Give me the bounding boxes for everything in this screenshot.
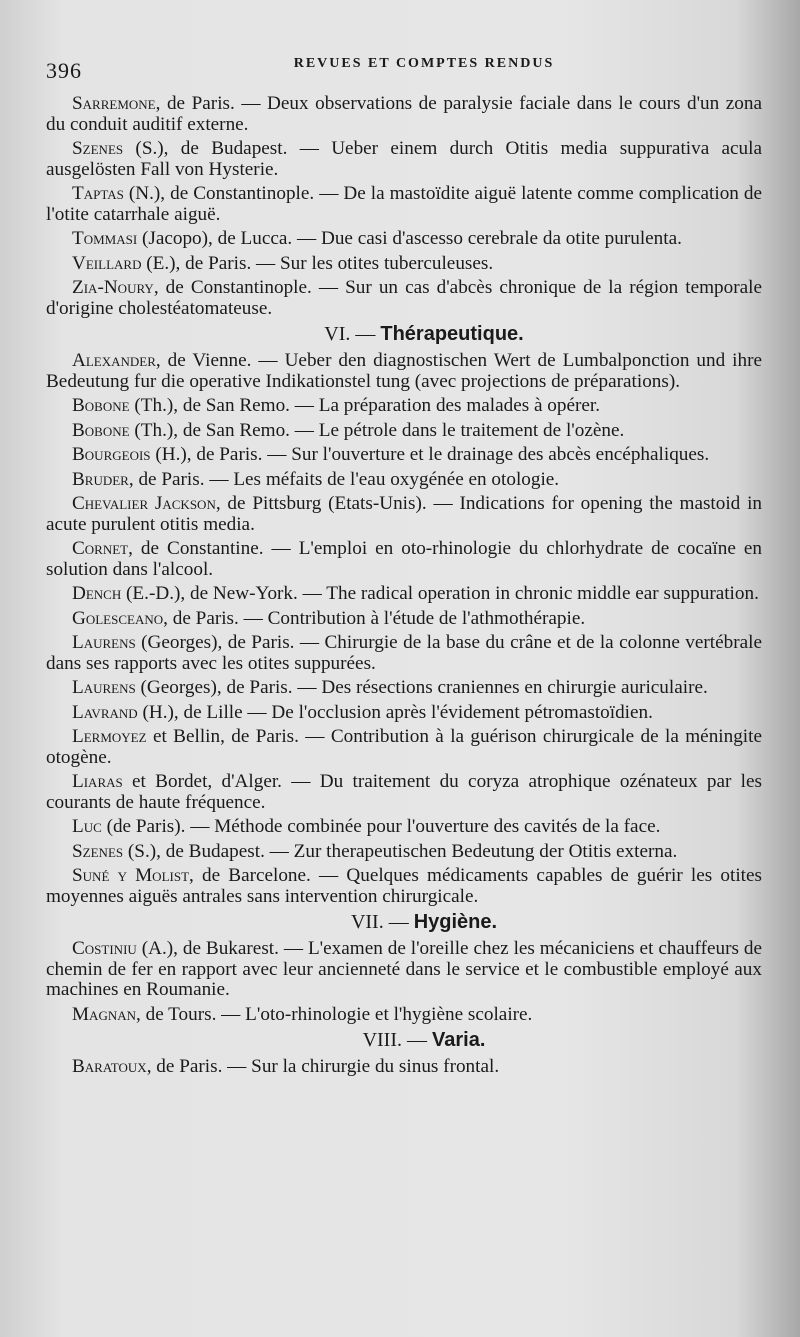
entry-text: , de Paris. — Deux observations de paralysie faciale dans le cours d'un zona du conduit auditif externe. xyxy=(46,93,762,135)
entry-author: Tommasi xyxy=(72,228,138,249)
entry-author: Zia-Noury xyxy=(72,277,154,298)
entry-author: Baratoux xyxy=(72,1056,147,1077)
bibliography-entry xyxy=(46,1005,762,1026)
entry-text: , de Pittsburg (Etats-Unis). — Indications for opening the mastoid in acute purulent otitis media. xyxy=(46,493,762,535)
entry-text: (Th.), de San Remo. — Le pétrole dans le traitement de l'ozène. xyxy=(129,419,625,441)
entry-text: (H.), de Paris. — Sur l'ouverture et le drainage des abcès encéphaliques. xyxy=(150,444,710,465)
entry-text: (de Paris). — Méthode combinée pour l'ouverture des cavités de la face. xyxy=(101,816,661,837)
bibliography-entry xyxy=(46,633,762,674)
bibliography-entry xyxy=(46,94,762,135)
entry-author: Magnan xyxy=(72,1003,137,1025)
entry-author: Dench xyxy=(72,583,122,604)
entry-text: , de Constantinople. — Sur un cas d'abcès chronique de la région temporale d'origine cholestéatomateuse. xyxy=(46,277,762,319)
bibliography-entry xyxy=(46,470,762,491)
entry-author: Taptas xyxy=(72,183,124,204)
section-heading xyxy=(86,1029,762,1051)
entry-author: Lavrand xyxy=(72,701,138,723)
entry-text: (A.), de Bukarest. — L'examen de l'oreille chez les mécaniciens et chauffeurs de chemin de fer en rapport avec leur ancienneté dans le service et le combustible employé aux machines en Roumanie. xyxy=(46,938,762,1000)
entry-author: Lermoyez xyxy=(72,726,147,747)
page-number: 396 xyxy=(46,58,82,83)
entry-author: Szenes xyxy=(72,840,124,862)
section-name: Hygiène. xyxy=(413,911,498,933)
entry-author: Golesceano xyxy=(72,607,164,629)
entry-text: (E.-D.), de New-York. — The radical operation in chronic middle ear suppuration. xyxy=(121,583,759,604)
bibliography-entry xyxy=(46,772,762,813)
entry-author: Laurens xyxy=(72,677,136,698)
entry-author: Alexander xyxy=(72,350,156,371)
entry-text: (S.), de Budapest. — Ueber einem durch Otitis media suppurativa acula ausgelösten Fall von Hysterie. xyxy=(46,138,762,180)
bibliography-entry xyxy=(46,584,762,605)
section-heading xyxy=(86,911,762,933)
bibliography-entry xyxy=(46,184,762,225)
bibliography-entry xyxy=(46,351,762,392)
entry-author: Bobone xyxy=(72,395,130,416)
bibliography-entry xyxy=(46,609,762,630)
running-title: REVUES ET COMPTES RENDUS xyxy=(293,56,555,71)
entry-text: (Jacopo), de Lucca. — Due casi d'ascesso cerebrale da otite purulenta. xyxy=(137,228,682,249)
bibliography-entry xyxy=(46,254,762,275)
entry-text: (Georges), de Paris. — Des résections craniennes en chirurgie auriculaire. xyxy=(135,677,708,698)
entry-author: Cornet xyxy=(72,538,129,559)
section-number: VI. — xyxy=(324,323,376,345)
entry-text: , de Paris. — Sur la chirurgie du sinus frontal. xyxy=(146,1056,500,1077)
entry-author: Bruder xyxy=(72,468,129,490)
entry-text: (Georges), de Paris. — Chirurgie de la base du crâne et de la colonne vertébrale dans ses rapports avec les otites suppurées. xyxy=(46,632,762,674)
entry-text: (Th.), de San Remo. — La préparation des malades à opérer. xyxy=(129,395,601,416)
section-name: Thérapeutique. xyxy=(380,323,524,345)
bibliography-entry xyxy=(46,494,762,535)
entry-text: et Bordet, d'Alger. — Du traitement du coryza atrophique ozénateux par les courants de haute fréquence. xyxy=(46,771,762,813)
section-name: Varia. xyxy=(432,1029,486,1051)
entry-text: , de Vienne. — Ueber den diagnostischen Wert de Lumbalponction und ihre Bedeutung fur die operative Indikationstel tung (avec projections de préparations). xyxy=(46,350,762,392)
entry-author: Bourgeois xyxy=(72,444,151,465)
bibliography-entry xyxy=(46,445,762,466)
entry-author: Suné y Molist xyxy=(72,865,190,886)
bibliography-entry xyxy=(46,1057,762,1078)
entry-author: Liaras xyxy=(72,771,123,792)
entry-author: Szenes xyxy=(72,138,124,159)
entry-author: Chevalier Jackson xyxy=(72,493,216,514)
bibliography-entry xyxy=(46,396,762,417)
running-head xyxy=(46,50,762,83)
bibliography-entry xyxy=(46,278,762,319)
bibliography-entry xyxy=(46,421,762,442)
entry-text: (N.), de Constantinople. — De la mastoïdite aiguë latente comme complication de l'otite catarrhale aiguë. xyxy=(46,183,762,225)
bibliography-list xyxy=(46,94,762,1078)
bibliography-entry xyxy=(46,817,762,838)
entry-text: , de Tours. — L'oto-rhinologie et l'hygiène scolaire. xyxy=(136,1003,533,1025)
bibliography-entry xyxy=(46,939,762,1001)
bibliography-entry xyxy=(46,139,762,180)
entry-text: et Bellin, de Paris. — Contribution à la guérison chirurgicale de la méningite otogène. xyxy=(46,726,762,768)
entry-text: (E.), de Paris. — Sur les otites tuberculeuses. xyxy=(141,252,494,274)
bibliography-entry xyxy=(46,678,762,699)
section-number: VII. — xyxy=(350,911,409,933)
entry-author: Veillard xyxy=(72,252,142,274)
entry-author: Laurens xyxy=(72,632,136,653)
bibliography-entry xyxy=(46,866,762,907)
entry-author: Luc xyxy=(72,816,102,837)
entry-text: , de Constantine. — L'emploi en oto-rhinologie du chlorhydrate de cocaïne en solution dans l'alcool. xyxy=(46,538,762,580)
entry-author: Bobone xyxy=(72,419,130,441)
bibliography-entry xyxy=(46,842,762,863)
entry-text: (H.), de Lille — De l'occlusion après l'évidement pétromastoïdien. xyxy=(137,701,653,723)
entry-author: Costiniu xyxy=(72,938,137,959)
entry-text: , de Paris. — Les méfaits de l'eau oxygénée en otologie. xyxy=(128,468,560,490)
entry-text: (S.), de Budapest. — Zur therapeutischen Bedeutung der Otitis externa. xyxy=(123,840,678,862)
bibliography-entry xyxy=(46,703,762,724)
section-heading xyxy=(86,323,762,345)
entry-text: , de Barcelone. — Quelques médicaments capables de guérir les otites moyennes aiguës antrales sans intervention chirurgicale. xyxy=(46,865,762,907)
bibliography-entry xyxy=(46,229,762,250)
entry-author: Sarremone xyxy=(72,93,156,114)
entry-text: , de Paris. — Contribution à l'étude de l'athmothérapie. xyxy=(163,607,586,629)
section-number: VIII. — xyxy=(362,1029,428,1051)
bibliography-entry xyxy=(46,539,762,580)
bibliography-entry xyxy=(46,727,762,768)
